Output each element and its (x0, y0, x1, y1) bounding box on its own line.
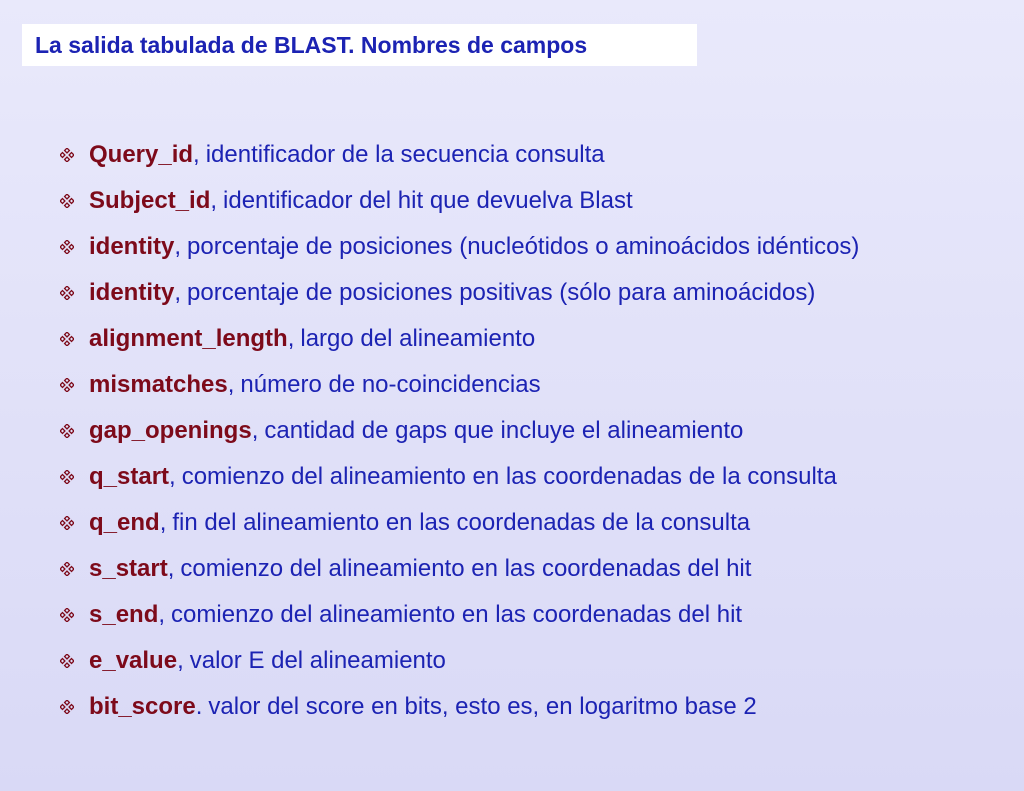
field-separator: , (158, 601, 166, 628)
field-description: comienzo del alineamiento en las coordenadas de la consulta (181, 463, 837, 490)
four-diamond-bullet-icon (60, 562, 74, 576)
field-separator: , (169, 463, 176, 490)
field-separator: . (195, 693, 203, 720)
four-diamond-bullet-icon (60, 654, 74, 668)
field-name: s_start (89, 555, 168, 582)
field-separator: , (167, 555, 175, 582)
list-item (60, 270, 859, 316)
four-diamond-bullet-icon (60, 608, 74, 622)
field-separator: , (159, 509, 167, 536)
list-item (60, 362, 859, 408)
field-name: bit_score (89, 693, 196, 720)
field-description: largo del alineamiento (300, 325, 536, 352)
field-description: comienzo del alineamiento en las coordenadas del hit (171, 601, 743, 628)
list-item (60, 684, 859, 730)
list-item (60, 454, 859, 500)
field-name: identity (89, 279, 175, 306)
field-description: porcentaje de posiciones (nucleótidos o aminoácidos idénticos) (187, 233, 860, 260)
four-diamond-bullet-icon (60, 378, 74, 392)
field-name: q_end (89, 509, 160, 536)
field-description: identificador de la secuencia consulta (205, 141, 605, 168)
list-item (60, 500, 859, 546)
list-item (60, 178, 859, 224)
four-diamond-bullet-icon (60, 424, 74, 438)
field-separator: , (193, 141, 200, 168)
four-diamond-bullet-icon (60, 286, 74, 300)
list-item (60, 546, 859, 592)
list-item (60, 224, 859, 270)
field-list (60, 132, 859, 730)
field-description: valor del score en bits, esto es, en logaritmo base 2 (208, 693, 757, 720)
four-diamond-bullet-icon (60, 700, 74, 714)
field-name: alignment_length (89, 325, 288, 352)
list-item (60, 408, 859, 454)
field-separator: , (227, 371, 235, 398)
field-description: cantidad de gaps que incluye el alineamiento (264, 417, 744, 444)
field-description: comienzo del alineamiento en las coordenadas del hit (180, 555, 752, 582)
title-box (22, 24, 697, 66)
field-name: q_start (89, 463, 170, 490)
field-name: gap_openings (89, 417, 252, 444)
field-separator: , (210, 187, 218, 214)
field-separator: , (177, 647, 184, 674)
field-name: mismatches (89, 371, 228, 398)
field-name: s_end (89, 601, 159, 628)
field-description: identificador del hit que devuelva Blast (223, 187, 633, 214)
field-name: identity (89, 233, 175, 260)
four-diamond-bullet-icon (60, 148, 74, 162)
field-separator: , (174, 233, 182, 260)
four-diamond-bullet-icon (60, 516, 74, 530)
list-item (60, 638, 859, 684)
list-item (60, 316, 859, 362)
four-diamond-bullet-icon (60, 332, 74, 346)
field-separator: , (174, 279, 182, 306)
field-separator: , (287, 325, 295, 352)
four-diamond-bullet-icon (60, 470, 74, 484)
field-name: Subject_id (89, 187, 211, 214)
list-item (60, 592, 859, 638)
field-description: valor E del alineamiento (189, 647, 446, 674)
field-description: número de no-coincidencias (240, 371, 541, 398)
field-description: porcentaje de posiciones positivas (sólo para aminoácidos) (187, 279, 816, 306)
slide-title: La salida tabulada de BLAST. Nombres de campos (35, 31, 588, 58)
field-name: e_value (89, 647, 178, 674)
four-diamond-bullet-icon (60, 194, 74, 208)
field-name: Query_id (89, 141, 194, 168)
four-diamond-bullet-icon (60, 240, 74, 254)
list-item (60, 132, 859, 178)
field-description: fin del alineamiento en las coordenadas de la consulta (172, 509, 751, 536)
field-separator: , (251, 417, 259, 444)
